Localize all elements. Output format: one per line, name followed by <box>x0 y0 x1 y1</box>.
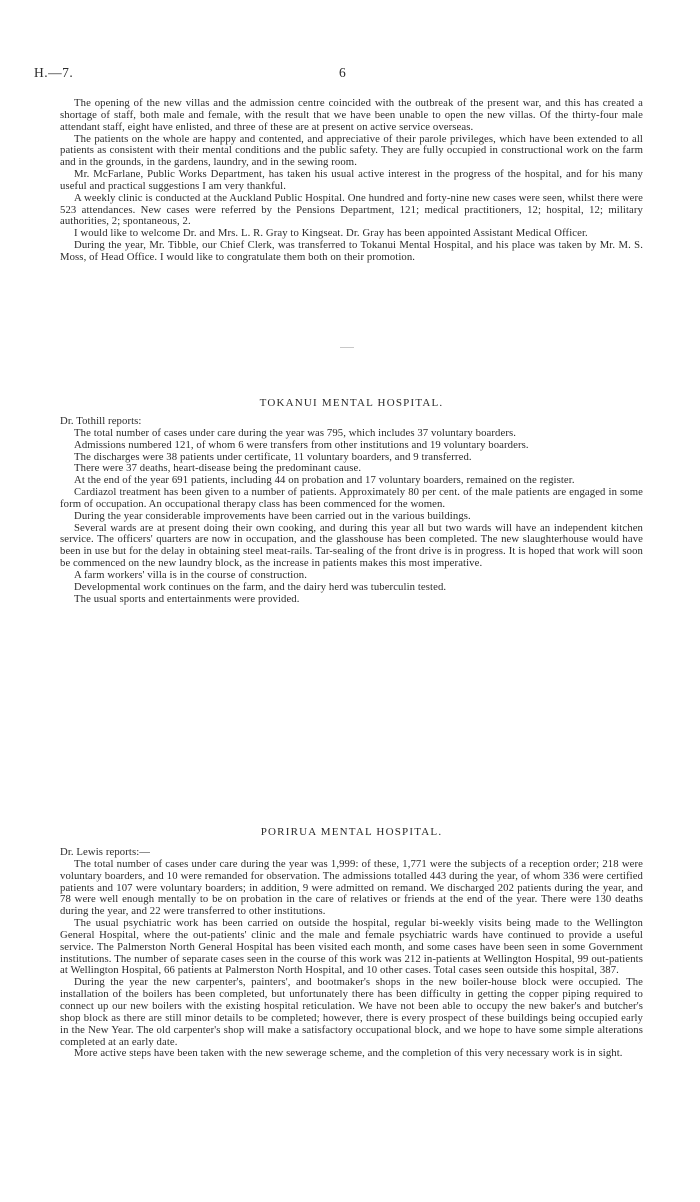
reporter-line: Dr. Lewis reports:— <box>60 846 151 858</box>
paragraph: The patients on the whole are happy and contented, and appreciative of their parole privileges, which have been extended to all patients as consistent with their mental conditions and the public safety. They are fully occupied in constructional work on the farm and in the grounds, in the gardens, laundry, and in the sewing room. <box>60 132 643 169</box>
section-porirua <box>60 826 643 838</box>
section-porirua-body <box>60 847 643 1060</box>
section-tokanui <box>60 397 643 409</box>
paragraph: Several wards are at present doing their own cooking, and during this year all but two wards will have an independent kitchen service. The officers' quarters are now in occupation, and the glasshouse has been completed. The new slaughterhouse would have been in use but for the delay in obtaining steel meat-rails. Tar-sealing of the front drive is in progress. It is hoped that work will soon be commenced on the new laundry block, as the increase in patients makes this most imperative. <box>60 521 643 570</box>
paragraph: Developmental work continues on the farm, and the dairy herd was tuberculin tested. <box>74 580 447 593</box>
paragraph: During the year the new carpenter's, painters', and bootmaker's shops in the new boiler-house block were occupied. The installation of the boilers has been completed, but unfortunately there has been difficulty in getting the copper piping required to connect up our new boilers with the existing hospital reticulation. We have not been able to occupy the new baker's and butcher's shop block as there are still minor details to be completed; however, there is every prospect of these buildings being occupied early in the New Year. The old carpenter's shop will make a satisfactory occupational block, and we hope to have some simple alterations completed at an early date. <box>60 976 643 1048</box>
paragraph: The total number of cases under care during the year was 1,999: of these, 1,771 were the subjects of a reception order; 218 were voluntary boarders, and 10 were remanded for observation. The admissions totalled 443 during the year, of whom 336 were certified patients and 107 were voluntary boarders; in addition, 9 were admitted on remand. We discharged 202 patients during the year, and 78 were well enough mentally to be on probation in the care of relatives or friends at the end of the year. There were 130 deaths during the year, and 22 were transferred to other institutions. <box>60 857 643 918</box>
paragraph: During the year considerable improvements have been carried out in the various buildings. <box>74 509 471 522</box>
paragraph: There were 37 deaths, heart-disease being the predominant cause. <box>74 462 362 475</box>
paragraph: The usual sports and entertainments were provided. <box>74 592 300 605</box>
section-continuation <box>60 98 643 264</box>
paragraph: More active steps have been taken with the new sewerage scheme, and the completion of this very necessary work is in sight. <box>74 1047 623 1060</box>
paragraph: Mr. McFarlane, Public Works Department, has taken his usual active interest in the progress of the hospital, and for his many useful and practical suggestions I am very thankful. <box>60 168 643 192</box>
section-title: PORIRUA MENTAL HOSPITAL. <box>260 826 443 838</box>
paragraph: At the end of the year 691 patients, including 44 on probation and 17 voluntary boarders, remained on the register. <box>74 474 575 487</box>
reporter-line: Dr. Tothill reports: <box>60 415 142 427</box>
paragraph: The total number of cases under care during the year was 795, which includes 37 voluntary boarders. <box>74 426 517 439</box>
page-number: 6 <box>339 65 346 80</box>
paragraph: During the year, Mr. Tibble, our Chief Clerk, was transferred to Tokanui Mental Hospital, and his place was taken by Mr. M. S. Moss, of Head Office. I would like to congratulate them both on their promotion. <box>60 239 643 263</box>
section-divider <box>340 347 354 348</box>
section-tokanui-body <box>60 416 643 606</box>
paragraph: A weekly clinic is conducted at the Auckland Public Hospital. One hundred and forty-nine new cases were seen, whilst there were 523 attendances. New cases were referred by the Pensions Department, 121; medical practitioners, 12; hospital, 12; military authorities, 2; spontaneous, 2. <box>60 191 643 228</box>
document-reference: H.—7. <box>34 65 74 80</box>
paragraph: The usual psychiatric work has been carried on outside the hospital, regular bi-weekly visits being made to the Wellington General Hospital, where the out-patients' clinic and the male and female psychiatric wards have continued to provide a useful service. The Palmerston North General Hospital has been visited each month, and some cases have been seen in some Government institutions. The number of separate cases seen in the course of this work was 212 in-patients at Wellington Hospital, 99 out-patients at Wellington Hospital, 66 patients at Palmerston North Hospital, and 10 other cases. Total cases seen outside this hospital, 387. <box>60 917 643 977</box>
paragraph: I would like to welcome Dr. and Mrs. L. R. Gray to Kingseat. Dr. Gray has been appointed Assistant Medical Officer. <box>74 227 588 240</box>
paragraph: Cardiazol treatment has been given to a number of patients. Approximately 80 per cent. of the male patients are engaged in some form of occupation. An occupational therapy class has been commenced for the women. <box>60 486 643 510</box>
paragraph: The opening of the new villas and the admission centre coincided with the outbreak of the present war, and this has created a shortage of staff, both male and female, with the result that we have been unable to open the new villas. Of the thirty-four male attendant staff, eight have enlisted, and three of these are at present on active service overseas. <box>60 97 643 133</box>
paragraph: Admissions numbered 121, of whom 6 were transfers from other institutions and 19 voluntary boarders. <box>74 438 529 451</box>
paragraph: A farm workers' villa is in the course of construction. <box>74 568 307 581</box>
paragraph: The discharges were 38 patients under certificate, 11 voluntary boarders, and 9 transferred. <box>74 450 472 463</box>
section-title: TOKANUI MENTAL HOSPITAL. <box>259 397 444 409</box>
